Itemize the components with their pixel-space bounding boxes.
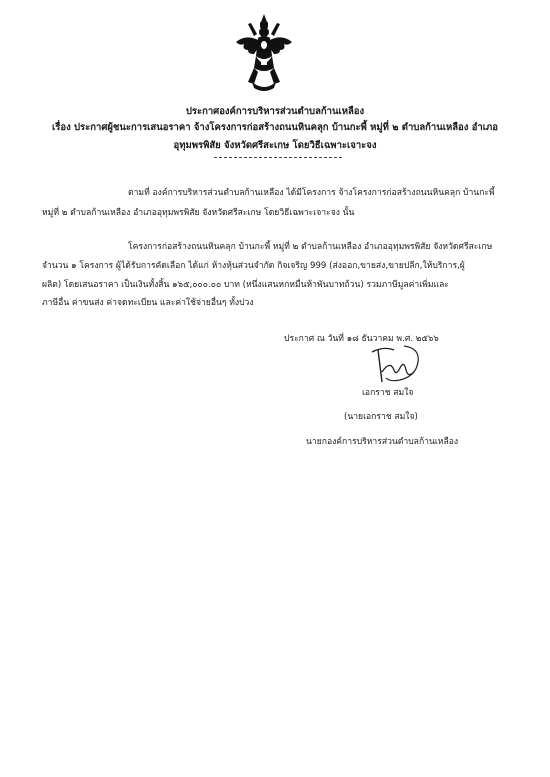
paragraph-2-line-3: ผลิต) โดยเสนอราคา เป็นเงินทั้งสิ้น ๑๖๕,๐๐๐.๐๐ บาท (หนึ่งแสนหกหมื่นห้าพันบาทถ้วน) รวมภาษีมูลค่าเพิ่มและ [42,280,449,290]
signer-full-name: (นายเอกราช สมใจ) [344,412,418,422]
signature-image [360,342,430,386]
paragraph-2-line-4: ภาษีอื่น ค่าขนส่ง ค่าจดทะเบียน และค่าใช้จ่ายอื่นๆ ทั้งปวง [42,298,254,308]
paragraph-2-line-2: จำนวน ๑ โครงการ ผู้ได้รับการคัดเลือก ได้แก่ ห้างหุ้นส่วนจำกัด กิจเจริญ 999 (ส่งออก,ขายส่ง,ขายปลีก,ให้บริการ,ผู้ [42,261,465,271]
divider [214,157,342,158]
paragraph-2-line-1: โครงการก่อสร้างถนนหินคลุก บ้านกะพี้ หมู่ที่ ๒ ตำบลก้านเหลือง อำเภออุทุมพรพิสัย จังหวัดศรีสะเกษ [128,242,493,252]
signer-position: นายกองค์การบริหารส่วนตำบลก้านเหลือง [306,437,459,447]
document-title: ประกาศองค์การบริหารส่วนตำบลก้านเหลือง [185,106,365,117]
subject-line-1: เรื่อง ประกาศผู้ชนะการเสนอราคา จ้างโครงการก่อสร้างถนนหินคลุก บ้านกะพี้ หมู่ที่ ๒ ตำบลก้านเหลือง อำเภอ [52,122,498,133]
garuda-emblem-icon [232,12,296,92]
subject-line-2: อุทุมพรพิสัย จังหวัดศรีสะเกษ โดยวิธีเฉพาะเจาะจง [173,140,377,151]
announcement-date: ประกาศ ณ วันที่ ๑๘ ธันวาคม พ.ศ. ๒๕๖๖ [284,334,439,344]
paragraph-1-line-1: ตามที่ องค์การบริหารส่วนตำบลก้านเหลือง ได้มีโครงการ จ้างโครงการก่อสร้างถนนหินคลุก บ้านกะพี้ [128,188,495,198]
paragraph-1-line-2: หมู่ที่ ๒ ตำบลก้านเหลือง อำเภออุทุมพรพิสัย จังหวัดศรีสะเกษ โดยวิธีเฉพาะเจาะจง นั้น [42,208,355,218]
signer-name: เอกราช สมใจ [362,388,414,398]
